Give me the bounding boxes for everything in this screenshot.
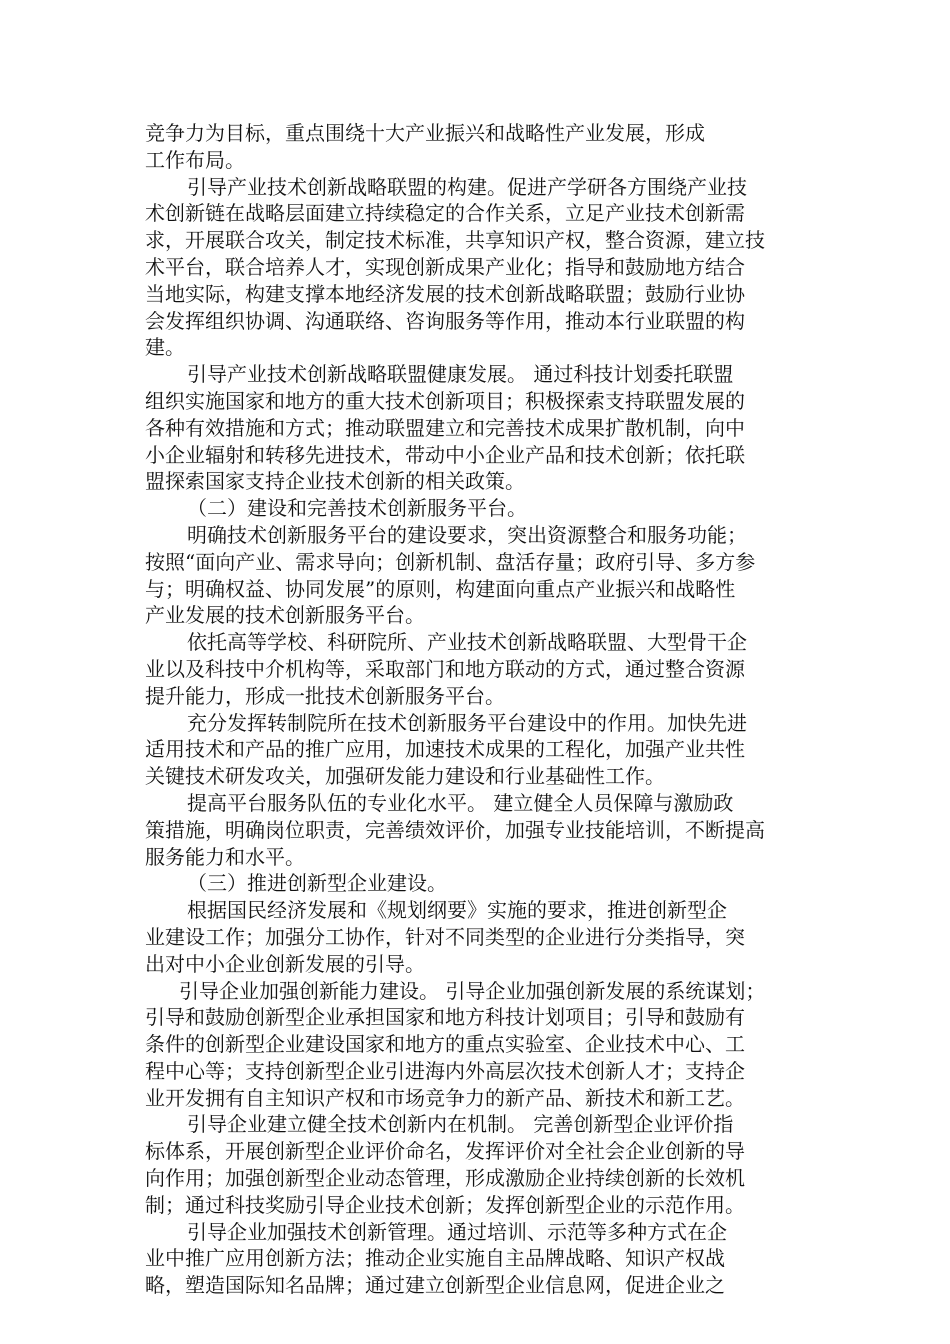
text-line: 服务能力和水平。 (145, 844, 305, 869)
section-heading: （二）建设和完善技术创新服务平台。 (187, 496, 527, 521)
paragraph-start-line: 明确技术创新服务平台的建设要求，突出资源整合和服务功能； (187, 522, 747, 547)
text-line: 标体系，开展创新型企业评价命名，发挥评价对全社会企业创新的导 (145, 1139, 745, 1164)
text-line: 业以及科技中介机构等，采取部门和地方联动的方式，通过整合资源 (145, 656, 745, 681)
text-line: 盟探索国家支持企业技术创新的相关政策。 (145, 469, 525, 494)
document-page (145, 120, 815, 1299)
paragraph-start-line: 提高平台服务队伍的专业化水平。 建立健全人员保障与激励政 (187, 790, 734, 815)
text-line: 关键技术研发攻关，加强研发能力建设和行业基础性工作。 (145, 764, 665, 789)
text-line: 程中心等；支持创新型企业引进海内外高层次技术创新人才；支持企 (145, 1058, 745, 1083)
text-line: 制；通过科技奖励引导企业技术创新；发挥创新型企业的示范作用。 (145, 1192, 745, 1217)
text-line: 工作布局。 (145, 147, 245, 172)
text-line: 求，开展联合攻关，制定技术标准，共享知识产权，整合资源，建立技 (145, 228, 765, 253)
text-line: 与；明确权益、协同发展”的原则，构建面向重点产业振兴和战略性 (145, 576, 736, 601)
text-line: 术创新链在战略层面建立持续稳定的合作关系，立足产业技术创新需 (145, 201, 745, 226)
text-line: 小企业辐射和转移先进技术，带动中小企业产品和技术创新；依托联 (145, 442, 745, 467)
paragraph-start-line: 引导产业技术创新战略联盟的构建。促进产学研各方围绕产业技 (187, 174, 747, 199)
paragraph-start-line: 依托高等学校、科研院所、产业技术创新战略联盟、大型骨干企 (187, 630, 747, 655)
text-line: 各种有效措施和方式；推动联盟建立和完善技术成果扩散机制，向中 (145, 415, 745, 440)
text-line: 产业发展的技术创新服务平台。 (145, 603, 425, 628)
paragraph-start-line: 引导企业加强技术创新管理。通过培训、示范等多种方式在企 (187, 1219, 727, 1244)
text-line: 向作用；加强创新型企业动态管理，形成激励企业持续创新的长效机 (145, 1166, 745, 1191)
paragraph-start-line: 充分发挥转制院所在技术创新服务平台建设中的作用。加快先进 (187, 710, 747, 735)
text-line: 建。 (145, 335, 185, 360)
section-heading: （三）推进创新型企业建设。 (187, 871, 447, 896)
text-line: 会发挥组织协调、沟通联络、咨询服务等作用，推动本行业联盟的构 (145, 308, 745, 333)
text-line: 适用技术和产品的推广应用，加速技术成果的工程化，加强产业共性 (145, 737, 745, 762)
text-line: 引导和鼓励创新型企业承担国家和地方科技计划项目；引导和鼓励有 (145, 1005, 745, 1030)
paragraph-start-line: 根据国民经济发展和《规划纲要》实施的要求，推进创新型企 (187, 898, 727, 923)
text-line: 策措施，明确岗位职责，完善绩效评价，加强专业技能培训，不断提高 (145, 817, 765, 842)
text-line: 出对中小企业创新发展的引导。 (145, 951, 425, 976)
text-line: 按照“面向产业、需求导向；创新机制、盘活存量；政府引导、多方参 (145, 549, 756, 574)
text-line: 业中推广应用创新方法；推动企业实施自主品牌战略、知识产权战 (145, 1246, 725, 1271)
text-line: 当地实际，构建支撑本地经济发展的技术创新战略联盟；鼓励行业协 (145, 281, 745, 306)
text-line: 术平台，联合培养人才，实现创新成果产业化；指导和鼓励地方结合 (145, 254, 745, 279)
text-line: 业开发拥有自主知识产权和市场竞争力的新产品、新技术和新工艺。 (145, 1085, 745, 1110)
text-line: 略，塑造国际知名品牌；通过建立创新型企业信息网，促进企业之 (145, 1273, 725, 1298)
text-line: 提升能力，形成一批技术创新服务平台。 (145, 683, 505, 708)
text-line: 组织实施国家和地方的重大技术创新项目；积极探索支持联盟发展的 (145, 388, 745, 413)
text-line: 业建设工作；加强分工协作，针对不同类型的企业进行分类指导，突 (145, 924, 745, 949)
paragraph-start-line: 引导产业技术创新战略联盟健康发展。 通过科技计划委托联盟 (187, 362, 734, 387)
paragraph-start-line: 引导企业建立健全技术创新内在机制。 完善创新型企业评价指 (187, 1112, 734, 1137)
text-line: 条件的创新型企业建设国家和地方的重点实验室、企业技术中心、工 (145, 1032, 745, 1057)
paragraph-start-line: 引导企业加强创新能力建设。 引导企业加强创新发展的系统谋划； (179, 978, 766, 1003)
text-line: 竞争力为目标，重点围绕十大产业振兴和战略性产业发展，形成 (145, 121, 705, 145)
